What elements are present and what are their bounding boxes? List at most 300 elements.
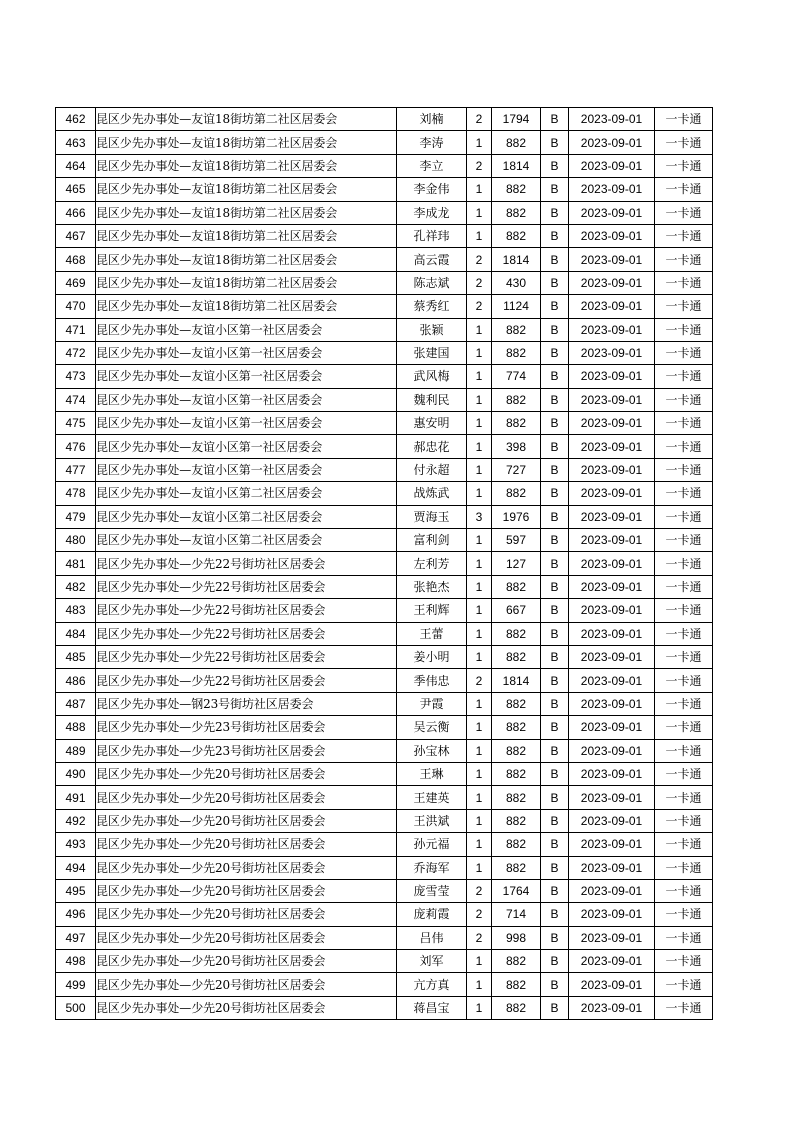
amount-cell: 430 bbox=[492, 271, 541, 294]
row-number-cell: 485 bbox=[56, 645, 96, 668]
household-count-cell: 1 bbox=[467, 950, 492, 973]
table-row bbox=[56, 879, 713, 902]
table-row bbox=[56, 926, 713, 949]
grade-cell: B bbox=[541, 926, 569, 949]
payment-method-cell: 一卡通 bbox=[655, 458, 713, 481]
grade-cell: B bbox=[541, 365, 569, 388]
grade-cell: B bbox=[541, 950, 569, 973]
amount-cell: 882 bbox=[492, 809, 541, 832]
amount-cell: 882 bbox=[492, 739, 541, 762]
grade-cell: B bbox=[541, 529, 569, 552]
person-name-cell: 王蕾 bbox=[397, 622, 467, 645]
row-number-cell: 463 bbox=[56, 131, 96, 154]
issue-date-cell: 2023-09-01 bbox=[569, 365, 655, 388]
unit-name-cell: 昆区少先办事处—少先20号街坊社区居委会 bbox=[96, 879, 397, 902]
payment-method-cell: 一卡通 bbox=[655, 552, 713, 575]
grade-cell: B bbox=[541, 716, 569, 739]
issue-date-cell: 2023-09-01 bbox=[569, 856, 655, 879]
grade-cell: B bbox=[541, 973, 569, 996]
person-name-cell: 贾海玉 bbox=[397, 505, 467, 528]
household-count-cell: 1 bbox=[467, 599, 492, 622]
grade-cell: B bbox=[541, 762, 569, 785]
person-name-cell: 富利剑 bbox=[397, 529, 467, 552]
amount-cell: 882 bbox=[492, 973, 541, 996]
unit-name-cell: 昆区少先办事处—友谊18街坊第二社区居委会 bbox=[96, 154, 397, 177]
row-number-cell: 484 bbox=[56, 622, 96, 645]
issue-date-cell: 2023-09-01 bbox=[569, 903, 655, 926]
unit-name-cell: 昆区少先办事处—少先20号街坊社区居委会 bbox=[96, 973, 397, 996]
person-name-cell: 惠安明 bbox=[397, 412, 467, 435]
amount-cell: 1124 bbox=[492, 295, 541, 318]
row-number-cell: 491 bbox=[56, 786, 96, 809]
issue-date-cell: 2023-09-01 bbox=[569, 412, 655, 435]
table-row bbox=[56, 973, 713, 996]
grade-cell: B bbox=[541, 271, 569, 294]
payment-method-cell: 一卡通 bbox=[655, 295, 713, 318]
household-count-cell: 1 bbox=[467, 365, 492, 388]
unit-name-cell: 昆区少先办事处—友谊18街坊第二社区居委会 bbox=[96, 224, 397, 247]
payment-method-cell: 一卡通 bbox=[655, 926, 713, 949]
payment-method-cell: 一卡通 bbox=[655, 622, 713, 645]
person-name-cell: 王琳 bbox=[397, 762, 467, 785]
row-number-cell: 498 bbox=[56, 950, 96, 973]
issue-date-cell: 2023-09-01 bbox=[569, 786, 655, 809]
roster-table bbox=[55, 107, 713, 1020]
amount-cell: 1814 bbox=[492, 669, 541, 692]
payment-method-cell: 一卡通 bbox=[655, 856, 713, 879]
row-number-cell: 482 bbox=[56, 575, 96, 598]
unit-name-cell: 昆区少先办事处—少先20号街坊社区居委会 bbox=[96, 856, 397, 879]
unit-name-cell: 昆区少先办事处—少先22号街坊社区居委会 bbox=[96, 575, 397, 598]
table-row bbox=[56, 552, 713, 575]
row-number-cell: 487 bbox=[56, 692, 96, 715]
row-number-cell: 481 bbox=[56, 552, 96, 575]
unit-name-cell: 昆区少先办事处—友谊18街坊第二社区居委会 bbox=[96, 108, 397, 131]
household-count-cell: 1 bbox=[467, 739, 492, 762]
table-row bbox=[56, 575, 713, 598]
household-count-cell: 1 bbox=[467, 529, 492, 552]
grade-cell: B bbox=[541, 903, 569, 926]
table-row bbox=[56, 645, 713, 668]
household-count-cell: 1 bbox=[467, 692, 492, 715]
grade-cell: B bbox=[541, 786, 569, 809]
household-count-cell: 1 bbox=[467, 552, 492, 575]
issue-date-cell: 2023-09-01 bbox=[569, 248, 655, 271]
table-row bbox=[56, 224, 713, 247]
table-row bbox=[56, 669, 713, 692]
person-name-cell: 亢方真 bbox=[397, 973, 467, 996]
table-row bbox=[56, 201, 713, 224]
table-row bbox=[56, 716, 713, 739]
issue-date-cell: 2023-09-01 bbox=[569, 435, 655, 458]
amount-cell: 882 bbox=[492, 575, 541, 598]
unit-name-cell: 昆区少先办事处—少先22号街坊社区居委会 bbox=[96, 599, 397, 622]
payment-method-cell: 一卡通 bbox=[655, 412, 713, 435]
grade-cell: B bbox=[541, 505, 569, 528]
amount-cell: 882 bbox=[492, 201, 541, 224]
household-count-cell: 1 bbox=[467, 388, 492, 411]
row-number-cell: 483 bbox=[56, 599, 96, 622]
household-count-cell: 1 bbox=[467, 341, 492, 364]
payment-method-cell: 一卡通 bbox=[655, 786, 713, 809]
amount-cell: 882 bbox=[492, 412, 541, 435]
household-count-cell: 1 bbox=[467, 622, 492, 645]
amount-cell: 882 bbox=[492, 318, 541, 341]
grade-cell: B bbox=[541, 856, 569, 879]
issue-date-cell: 2023-09-01 bbox=[569, 529, 655, 552]
unit-name-cell: 昆区少先办事处—钢23号街坊社区居委会 bbox=[96, 692, 397, 715]
amount-cell: 882 bbox=[492, 786, 541, 809]
issue-date-cell: 2023-09-01 bbox=[569, 482, 655, 505]
amount-cell: 998 bbox=[492, 926, 541, 949]
issue-date-cell: 2023-09-01 bbox=[569, 622, 655, 645]
payment-method-cell: 一卡通 bbox=[655, 996, 713, 1019]
person-name-cell: 尹霞 bbox=[397, 692, 467, 715]
grade-cell: B bbox=[541, 669, 569, 692]
person-name-cell: 陈志斌 bbox=[397, 271, 467, 294]
table-row bbox=[56, 365, 713, 388]
issue-date-cell: 2023-09-01 bbox=[569, 201, 655, 224]
person-name-cell: 庞雪莹 bbox=[397, 879, 467, 902]
household-count-cell: 1 bbox=[467, 458, 492, 481]
household-count-cell: 1 bbox=[467, 435, 492, 458]
table-row bbox=[56, 692, 713, 715]
person-name-cell: 高云霞 bbox=[397, 248, 467, 271]
amount-cell: 597 bbox=[492, 529, 541, 552]
payment-method-cell: 一卡通 bbox=[655, 529, 713, 552]
amount-cell: 882 bbox=[492, 833, 541, 856]
unit-name-cell: 昆区少先办事处—友谊18街坊第二社区居委会 bbox=[96, 295, 397, 318]
unit-name-cell: 昆区少先办事处—少先20号街坊社区居委会 bbox=[96, 996, 397, 1019]
household-count-cell: 2 bbox=[467, 903, 492, 926]
table-row bbox=[56, 996, 713, 1019]
person-name-cell: 王洪斌 bbox=[397, 809, 467, 832]
unit-name-cell: 昆区少先办事处—友谊小区第一社区居委会 bbox=[96, 318, 397, 341]
grade-cell: B bbox=[541, 318, 569, 341]
grade-cell: B bbox=[541, 131, 569, 154]
payment-method-cell: 一卡通 bbox=[655, 108, 713, 131]
payment-method-cell: 一卡通 bbox=[655, 318, 713, 341]
grade-cell: B bbox=[541, 435, 569, 458]
household-count-cell: 2 bbox=[467, 248, 492, 271]
amount-cell: 1814 bbox=[492, 154, 541, 177]
household-count-cell: 1 bbox=[467, 575, 492, 598]
table-row bbox=[56, 505, 713, 528]
payment-method-cell: 一卡通 bbox=[655, 154, 713, 177]
issue-date-cell: 2023-09-01 bbox=[569, 809, 655, 832]
row-number-cell: 464 bbox=[56, 154, 96, 177]
unit-name-cell: 昆区少先办事处—友谊18街坊第二社区居委会 bbox=[96, 178, 397, 201]
person-name-cell: 姜小明 bbox=[397, 645, 467, 668]
row-number-cell: 472 bbox=[56, 341, 96, 364]
row-number-cell: 479 bbox=[56, 505, 96, 528]
grade-cell: B bbox=[541, 458, 569, 481]
row-number-cell: 474 bbox=[56, 388, 96, 411]
issue-date-cell: 2023-09-01 bbox=[569, 716, 655, 739]
amount-cell: 882 bbox=[492, 645, 541, 668]
grade-cell: B bbox=[541, 341, 569, 364]
household-count-cell: 1 bbox=[467, 318, 492, 341]
amount-cell: 1814 bbox=[492, 248, 541, 271]
household-count-cell: 1 bbox=[467, 482, 492, 505]
issue-date-cell: 2023-09-01 bbox=[569, 295, 655, 318]
household-count-cell: 1 bbox=[467, 224, 492, 247]
issue-date-cell: 2023-09-01 bbox=[569, 599, 655, 622]
payment-method-cell: 一卡通 bbox=[655, 809, 713, 832]
issue-date-cell: 2023-09-01 bbox=[569, 318, 655, 341]
row-number-cell: 495 bbox=[56, 879, 96, 902]
unit-name-cell: 昆区少先办事处—少先22号街坊社区居委会 bbox=[96, 645, 397, 668]
unit-name-cell: 昆区少先办事处—少先22号街坊社区居委会 bbox=[96, 622, 397, 645]
table-row bbox=[56, 178, 713, 201]
person-name-cell: 吴云衡 bbox=[397, 716, 467, 739]
amount-cell: 127 bbox=[492, 552, 541, 575]
payment-method-cell: 一卡通 bbox=[655, 201, 713, 224]
issue-date-cell: 2023-09-01 bbox=[569, 388, 655, 411]
row-number-cell: 473 bbox=[56, 365, 96, 388]
unit-name-cell: 昆区少先办事处—友谊18街坊第二社区居委会 bbox=[96, 201, 397, 224]
person-name-cell: 季伟忠 bbox=[397, 669, 467, 692]
person-name-cell: 孔祥玮 bbox=[397, 224, 467, 247]
table-row bbox=[56, 739, 713, 762]
amount-cell: 714 bbox=[492, 903, 541, 926]
issue-date-cell: 2023-09-01 bbox=[569, 178, 655, 201]
payment-method-cell: 一卡通 bbox=[655, 178, 713, 201]
row-number-cell: 494 bbox=[56, 856, 96, 879]
table-row bbox=[56, 435, 713, 458]
unit-name-cell: 昆区少先办事处—少先23号街坊社区居委会 bbox=[96, 739, 397, 762]
household-count-cell: 1 bbox=[467, 996, 492, 1019]
unit-name-cell: 昆区少先办事处—友谊小区第一社区居委会 bbox=[96, 435, 397, 458]
row-number-cell: 477 bbox=[56, 458, 96, 481]
unit-name-cell: 昆区少先办事处—少先20号街坊社区居委会 bbox=[96, 903, 397, 926]
payment-method-cell: 一卡通 bbox=[655, 950, 713, 973]
payment-method-cell: 一卡通 bbox=[655, 833, 713, 856]
payment-method-cell: 一卡通 bbox=[655, 669, 713, 692]
payment-method-cell: 一卡通 bbox=[655, 131, 713, 154]
amount-cell: 1794 bbox=[492, 108, 541, 131]
payment-method-cell: 一卡通 bbox=[655, 903, 713, 926]
person-name-cell: 刘楠 bbox=[397, 108, 467, 131]
issue-date-cell: 2023-09-01 bbox=[569, 739, 655, 762]
issue-date-cell: 2023-09-01 bbox=[569, 645, 655, 668]
issue-date-cell: 2023-09-01 bbox=[569, 131, 655, 154]
table-row bbox=[56, 318, 713, 341]
household-count-cell: 1 bbox=[467, 716, 492, 739]
issue-date-cell: 2023-09-01 bbox=[569, 692, 655, 715]
amount-cell: 882 bbox=[492, 341, 541, 364]
grade-cell: B bbox=[541, 412, 569, 435]
table-row bbox=[56, 529, 713, 552]
payment-method-cell: 一卡通 bbox=[655, 341, 713, 364]
payment-method-cell: 一卡通 bbox=[655, 482, 713, 505]
unit-name-cell: 昆区少先办事处—友谊小区第一社区居委会 bbox=[96, 341, 397, 364]
payment-method-cell: 一卡通 bbox=[655, 271, 713, 294]
row-number-cell: 492 bbox=[56, 809, 96, 832]
household-count-cell: 2 bbox=[467, 926, 492, 949]
payment-method-cell: 一卡通 bbox=[655, 435, 713, 458]
unit-name-cell: 昆区少先办事处—友谊18街坊第二社区居委会 bbox=[96, 248, 397, 271]
unit-name-cell: 昆区少先办事处—少先23号街坊社区居委会 bbox=[96, 716, 397, 739]
row-number-cell: 476 bbox=[56, 435, 96, 458]
person-name-cell: 李金伟 bbox=[397, 178, 467, 201]
table-row bbox=[56, 458, 713, 481]
unit-name-cell: 昆区少先办事处—少先20号街坊社区居委会 bbox=[96, 762, 397, 785]
unit-name-cell: 昆区少先办事处—少先22号街坊社区居委会 bbox=[96, 669, 397, 692]
payment-method-cell: 一卡通 bbox=[655, 248, 713, 271]
grade-cell: B bbox=[541, 645, 569, 668]
issue-date-cell: 2023-09-01 bbox=[569, 879, 655, 902]
unit-name-cell: 昆区少先办事处—少先20号街坊社区居委会 bbox=[96, 833, 397, 856]
issue-date-cell: 2023-09-01 bbox=[569, 458, 655, 481]
payment-method-cell: 一卡通 bbox=[655, 365, 713, 388]
table-row bbox=[56, 950, 713, 973]
person-name-cell: 魏利民 bbox=[397, 388, 467, 411]
table-row bbox=[56, 388, 713, 411]
person-name-cell: 左利芳 bbox=[397, 552, 467, 575]
household-count-cell: 1 bbox=[467, 201, 492, 224]
amount-cell: 882 bbox=[492, 131, 541, 154]
person-name-cell: 王建英 bbox=[397, 786, 467, 809]
row-number-cell: 500 bbox=[56, 996, 96, 1019]
issue-date-cell: 2023-09-01 bbox=[569, 996, 655, 1019]
person-name-cell: 吕伟 bbox=[397, 926, 467, 949]
row-number-cell: 475 bbox=[56, 412, 96, 435]
amount-cell: 882 bbox=[492, 996, 541, 1019]
issue-date-cell: 2023-09-01 bbox=[569, 950, 655, 973]
table-row bbox=[56, 295, 713, 318]
row-number-cell: 465 bbox=[56, 178, 96, 201]
row-number-cell: 493 bbox=[56, 833, 96, 856]
payment-method-cell: 一卡通 bbox=[655, 692, 713, 715]
household-count-cell: 1 bbox=[467, 833, 492, 856]
issue-date-cell: 2023-09-01 bbox=[569, 552, 655, 575]
unit-name-cell: 昆区少先办事处—少先20号街坊社区居委会 bbox=[96, 786, 397, 809]
table-row bbox=[56, 856, 713, 879]
household-count-cell: 2 bbox=[467, 108, 492, 131]
person-name-cell: 张颖 bbox=[397, 318, 467, 341]
amount-cell: 1976 bbox=[492, 505, 541, 528]
household-count-cell: 2 bbox=[467, 879, 492, 902]
grade-cell: B bbox=[541, 248, 569, 271]
grade-cell: B bbox=[541, 108, 569, 131]
grade-cell: B bbox=[541, 575, 569, 598]
household-count-cell: 1 bbox=[467, 809, 492, 832]
unit-name-cell: 昆区少先办事处—友谊小区第二社区居委会 bbox=[96, 529, 397, 552]
person-name-cell: 王利辉 bbox=[397, 599, 467, 622]
table-row bbox=[56, 341, 713, 364]
table-row bbox=[56, 833, 713, 856]
row-number-cell: 489 bbox=[56, 739, 96, 762]
amount-cell: 882 bbox=[492, 224, 541, 247]
person-name-cell: 乔海军 bbox=[397, 856, 467, 879]
amount-cell: 667 bbox=[492, 599, 541, 622]
unit-name-cell: 昆区少先办事处—友谊小区第一社区居委会 bbox=[96, 412, 397, 435]
row-number-cell: 467 bbox=[56, 224, 96, 247]
person-name-cell: 李成龙 bbox=[397, 201, 467, 224]
person-name-cell: 张建国 bbox=[397, 341, 467, 364]
amount-cell: 1764 bbox=[492, 879, 541, 902]
unit-name-cell: 昆区少先办事处—友谊18街坊第二社区居委会 bbox=[96, 131, 397, 154]
issue-date-cell: 2023-09-01 bbox=[569, 271, 655, 294]
grade-cell: B bbox=[541, 692, 569, 715]
household-count-cell: 1 bbox=[467, 645, 492, 668]
payment-method-cell: 一卡通 bbox=[655, 599, 713, 622]
amount-cell: 882 bbox=[492, 716, 541, 739]
row-number-cell: 468 bbox=[56, 248, 96, 271]
unit-name-cell: 昆区少先办事处—友谊小区第一社区居委会 bbox=[96, 458, 397, 481]
issue-date-cell: 2023-09-01 bbox=[569, 341, 655, 364]
grade-cell: B bbox=[541, 552, 569, 575]
household-count-cell: 1 bbox=[467, 178, 492, 201]
table-row bbox=[56, 903, 713, 926]
grade-cell: B bbox=[541, 178, 569, 201]
unit-name-cell: 昆区少先办事处—友谊18街坊第二社区居委会 bbox=[96, 271, 397, 294]
person-name-cell: 孙元福 bbox=[397, 833, 467, 856]
amount-cell: 398 bbox=[492, 435, 541, 458]
household-count-cell: 2 bbox=[467, 271, 492, 294]
unit-name-cell: 昆区少先办事处—少先20号街坊社区居委会 bbox=[96, 950, 397, 973]
grade-cell: B bbox=[541, 201, 569, 224]
table-row bbox=[56, 131, 713, 154]
household-count-cell: 1 bbox=[467, 973, 492, 996]
table-row bbox=[56, 809, 713, 832]
unit-name-cell: 昆区少先办事处—友谊小区第二社区居委会 bbox=[96, 482, 397, 505]
row-number-cell: 470 bbox=[56, 295, 96, 318]
person-name-cell: 郝忠花 bbox=[397, 435, 467, 458]
row-number-cell: 471 bbox=[56, 318, 96, 341]
grade-cell: B bbox=[541, 809, 569, 832]
table-row bbox=[56, 412, 713, 435]
grade-cell: B bbox=[541, 739, 569, 762]
household-count-cell: 3 bbox=[467, 505, 492, 528]
payment-method-cell: 一卡通 bbox=[655, 879, 713, 902]
payment-method-cell: 一卡通 bbox=[655, 388, 713, 411]
table-row bbox=[56, 599, 713, 622]
amount-cell: 882 bbox=[492, 482, 541, 505]
unit-name-cell: 昆区少先办事处—友谊小区第一社区居委会 bbox=[96, 365, 397, 388]
unit-name-cell: 昆区少先办事处—少先20号街坊社区居委会 bbox=[96, 926, 397, 949]
amount-cell: 882 bbox=[492, 178, 541, 201]
unit-name-cell: 昆区少先办事处—友谊小区第一社区居委会 bbox=[96, 388, 397, 411]
table-row bbox=[56, 482, 713, 505]
amount-cell: 882 bbox=[492, 388, 541, 411]
payment-method-cell: 一卡通 bbox=[655, 716, 713, 739]
row-number-cell: 499 bbox=[56, 973, 96, 996]
amount-cell: 882 bbox=[492, 692, 541, 715]
person-name-cell: 付永超 bbox=[397, 458, 467, 481]
row-number-cell: 480 bbox=[56, 529, 96, 552]
row-number-cell: 478 bbox=[56, 482, 96, 505]
payment-method-cell: 一卡通 bbox=[655, 575, 713, 598]
amount-cell: 882 bbox=[492, 622, 541, 645]
row-number-cell: 488 bbox=[56, 716, 96, 739]
payment-method-cell: 一卡通 bbox=[655, 739, 713, 762]
person-name-cell: 庞莉霞 bbox=[397, 903, 467, 926]
issue-date-cell: 2023-09-01 bbox=[569, 108, 655, 131]
person-name-cell: 武风梅 bbox=[397, 365, 467, 388]
table-row bbox=[56, 108, 713, 131]
person-name-cell: 李立 bbox=[397, 154, 467, 177]
person-name-cell: 蔡秀红 bbox=[397, 295, 467, 318]
person-name-cell: 蒋昌宝 bbox=[397, 996, 467, 1019]
issue-date-cell: 2023-09-01 bbox=[569, 224, 655, 247]
household-count-cell: 2 bbox=[467, 295, 492, 318]
grade-cell: B bbox=[541, 996, 569, 1019]
issue-date-cell: 2023-09-01 bbox=[569, 973, 655, 996]
grade-cell: B bbox=[541, 482, 569, 505]
person-name-cell: 李涛 bbox=[397, 131, 467, 154]
